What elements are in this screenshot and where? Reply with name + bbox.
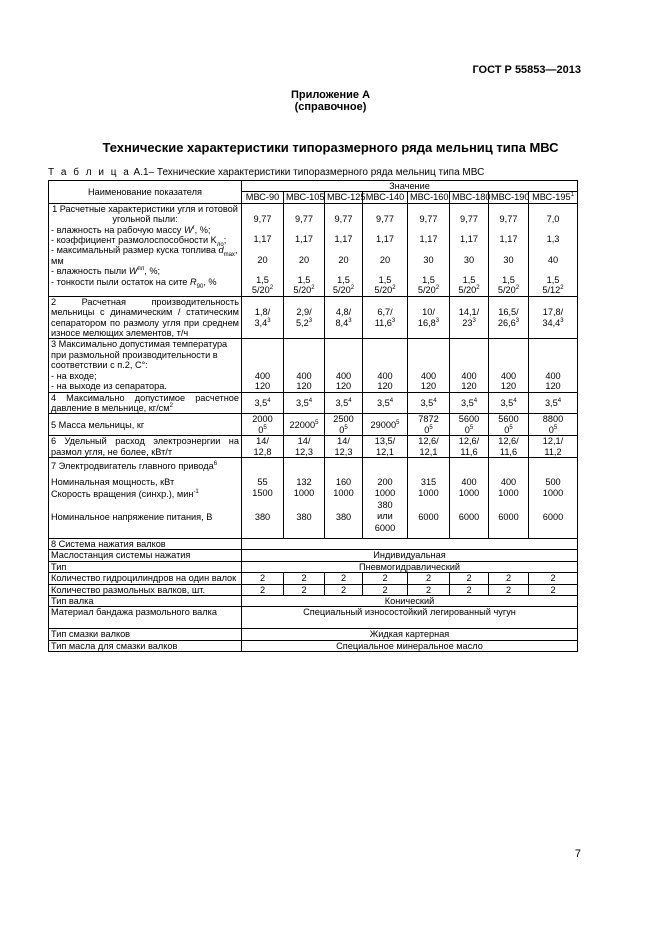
s7-cell: 500 1000 6000 <box>529 457 578 538</box>
rolls-cell: 2 <box>284 584 325 595</box>
section-8-row <box>49 561 578 572</box>
s3-cell: 400 120 <box>242 339 284 392</box>
s4-cell: $3,5^4$ <box>325 392 363 414</box>
rolls-cell: 2 <box>363 584 408 595</box>
table-caption <box>48 167 484 178</box>
section-1-row <box>49 203 578 296</box>
model-cell: МВС-180 <box>450 192 489 203</box>
hyd-cell: 2 <box>489 573 529 584</box>
s7-cell: 55 1500 380 <box>242 457 284 538</box>
rolls-cell: 2 <box>242 584 284 595</box>
s4-cell: $3,5^4$ <box>489 392 529 414</box>
section-7-label: 7 Электродвигатель главного привода$^6$ Номинальная мощность, кВт Скорость вращения (синхр.), мин$^{-1}$ Номинальное напряжение питания, В <box>49 457 242 538</box>
s2-cell: 10/ 16,8$^3$ <box>408 296 450 339</box>
hyd-cell: 2 <box>242 573 284 584</box>
rolls-cell: 2 <box>529 584 578 595</box>
s7-cell: 132 1000 380 <box>284 457 325 538</box>
header-name-col: Наименование показателя <box>49 181 242 204</box>
row-label: Количество размольных валков, шт. <box>49 584 242 595</box>
s1-cell: 9,77 1,17 20 1,5 $5/20^2$ <box>325 203 363 296</box>
hyd-cell: 2 <box>325 573 363 584</box>
section-4-label: 4 Максимально допустимое расчетное давление в мельнице, $кг/см^2$ <box>49 392 242 414</box>
s2-cell: 2,9/ $5,2^3$ <box>284 296 325 339</box>
s2-cell: 14,1/ $23^3$ <box>450 296 489 339</box>
s7-cell: 160 1000 380 <box>325 457 363 538</box>
hyd-cell: 2 <box>284 573 325 584</box>
specs-table <box>48 180 578 652</box>
model-cell: МВС-125 <box>325 192 363 203</box>
row-value: Пневмогидравлический <box>242 561 578 572</box>
section-6-label: 6 Удельный расход электроэнергии на размол угля, не более, кВт/т <box>49 436 242 458</box>
appendix-title: Приложение А <box>290 89 371 101</box>
s5-cell: 5600 $0^5$ <box>489 414 529 436</box>
s4-cell: $3,5^4$ <box>529 392 578 414</box>
section-8-empty <box>242 538 578 549</box>
section-1-label: 1 Расчетные характеристики угля и готовой угольной пыли: - влажность на рабочую массу $W^r$, %; - коэффициент размолоспособности $K_{ло}$; - максимальный размер куска топлива $d_{max}$, мм - влажность пыли $W^{пл}$, %; - тонкости пыли остаток на сите $R_{90}$, % <box>49 203 242 296</box>
header-value-col: Значение <box>242 181 578 192</box>
section-8-row <box>49 629 578 640</box>
s3-cell: 400 120 <box>363 339 408 392</box>
section-8-row <box>49 550 578 561</box>
s5-cell: 29000$^5$ <box>363 414 408 436</box>
s6-cell: 12,6/ 11,6 <box>489 436 529 458</box>
model-cell: МВС-160 <box>408 192 450 203</box>
row-label: Маслостанция системы нажатия <box>49 550 242 561</box>
s4-cell: $3,5^4$ <box>408 392 450 414</box>
section-8-label: 8 Система нажатия валков <box>49 538 242 549</box>
model-cell: МВС-$195^1$ <box>529 192 578 203</box>
s5-cell: 22000$^5$ <box>284 414 325 436</box>
s3-cell: 400 120 <box>284 339 325 392</box>
s7-cell: 315 1000 6000 <box>408 457 450 538</box>
section-5-row <box>49 414 578 436</box>
s2-cell: 17,8/ 34,4$^3$ <box>529 296 578 339</box>
page-number: 7 <box>574 848 581 860</box>
row-value: Жидкая картерная <box>242 629 578 640</box>
s4-cell: $3,5^4$ <box>284 392 325 414</box>
s7-cell: 400 1000 6000 <box>489 457 529 538</box>
row-value: Специальный износостойкий легированный чугун <box>242 607 578 629</box>
s6-cell: 12,1/ 11,2 <box>529 436 578 458</box>
section-7-row <box>49 457 578 538</box>
row-label: Тип валка <box>49 595 242 606</box>
s4-cell: $3,5^4$ <box>450 392 489 414</box>
s5-cell: 8800 $0^5$ <box>529 414 578 436</box>
s6-cell: 14/ 12,3 <box>284 436 325 458</box>
s4-cell: $3,5^4$ <box>363 392 408 414</box>
section-5-label: 5 Масса мельницы, кг <box>49 414 242 436</box>
row-value: Специальное минеральное масло <box>242 640 578 651</box>
s3-cell: 400 120 <box>450 339 489 392</box>
s2-cell: 16,5/ 26,6$^3$ <box>489 296 529 339</box>
row-value: Конический <box>242 595 578 606</box>
appendix-subtitle: (справочное) <box>294 101 367 113</box>
model-cell: МВС-140 <box>363 192 408 203</box>
hyd-cell: 2 <box>450 573 489 584</box>
s1-cell: 9,77 1,17 20 1,5 $5/20^2$ <box>363 203 408 296</box>
s2-cell: 6,7/ 11,6$^3$ <box>363 296 408 339</box>
s1-cell: 9,77 1,17 20 1,5 $5/20^2$ <box>284 203 325 296</box>
s1-cell: 9,77 1,17 30 1,5 $5/20^2$ <box>489 203 529 296</box>
s6-cell: 12,6/ 11,6 <box>450 436 489 458</box>
row-value: Индивидуальная <box>242 550 578 561</box>
rolls-cell: 2 <box>408 584 450 595</box>
s5-cell: 5600 $0^5$ <box>450 414 489 436</box>
s2-cell: 1,8/ $3,4^3$ <box>242 296 284 339</box>
row-label: Тип смазки валков <box>49 629 242 640</box>
s3-cell: 400 120 <box>325 339 363 392</box>
section-8-row <box>49 640 578 651</box>
section-3-label: 3 Максимально допустимая температура при размольной производительности в соответствии с п.2, С°: - на входе; - на выходе из сепаратора. <box>49 339 242 392</box>
model-cell: МВС-190 <box>489 192 529 203</box>
hyd-cell: 2 <box>363 573 408 584</box>
s1-cell: 7,0 1,3 40 1,5 $5/12^2$ <box>529 203 578 296</box>
section-2-row <box>49 296 578 339</box>
hyd-cell: 2 <box>408 573 450 584</box>
s3-cell: 400 120 <box>529 339 578 392</box>
s1-cell: 9,77 1,17 30 1,5 $5/20^2$ <box>408 203 450 296</box>
section-8-row <box>49 607 578 629</box>
s5-cell: 2500 $0^5$ <box>325 414 363 436</box>
s7-cell: 400 1000 6000 <box>450 457 489 538</box>
row-label: Тип <box>49 561 242 572</box>
document-code: ГОСТ Р 55853—2013 <box>472 64 581 76</box>
section-8-row <box>49 573 578 584</box>
row-label: Количество гидроцилиндров на один валок <box>49 573 242 584</box>
caption-label: Т а б л и ц а <box>48 167 131 178</box>
s2-cell: 4,8/ $8,4^3$ <box>325 296 363 339</box>
caption-text: А.1– Технические характеристики типоразмерного ряда мельниц типа МВС <box>130 167 485 178</box>
page-title: Технические характеристики типоразмерного ряда мельниц типа МВС <box>102 140 559 155</box>
section-3-row <box>49 339 578 392</box>
row-label: Тип масла для смазки валков <box>49 640 242 651</box>
s3-cell: 400 120 <box>489 339 529 392</box>
s6-cell: 12,6/ 12,1 <box>408 436 450 458</box>
s1-cell: 9,77 1,17 30 1,5 $5/20^2$ <box>450 203 489 296</box>
s6-cell: 13,5/ 12,1 <box>363 436 408 458</box>
section-8-row <box>49 584 578 595</box>
rolls-cell: 2 <box>450 584 489 595</box>
s7-cell: 200 1000 380 или 6000 <box>363 457 408 538</box>
section-2-label: 2 Расчетная производительность мельницы с динамическим / статическим сепаратором по размолу угля при среднем износе мелющих элементов, т/ч <box>49 296 242 339</box>
section-6-row <box>49 436 578 458</box>
s5-cell: 2000 $0^5$ <box>242 414 284 436</box>
model-cell: МВС-105 <box>284 192 325 203</box>
rolls-cell: 2 <box>325 584 363 595</box>
row-label: Материал бандажа размольного валка <box>49 607 242 629</box>
rolls-cell: 2 <box>489 584 529 595</box>
s6-cell: 14/ 12,8 <box>242 436 284 458</box>
hyd-cell: 2 <box>529 573 578 584</box>
s6-cell: 14/ 12,3 <box>325 436 363 458</box>
appendix-heading <box>0 89 661 113</box>
section-8-title-row <box>49 538 578 549</box>
section-4-row <box>49 392 578 414</box>
s1-cell: 9,77 1,17 20 1,5 $5/20^2$ <box>242 203 284 296</box>
s5-cell: 7872 $0^5$ <box>408 414 450 436</box>
s4-cell: $3,5^4$ <box>242 392 284 414</box>
section-8-row <box>49 595 578 606</box>
s3-cell: 400 120 <box>408 339 450 392</box>
model-cell: МВС-90 <box>242 192 284 203</box>
